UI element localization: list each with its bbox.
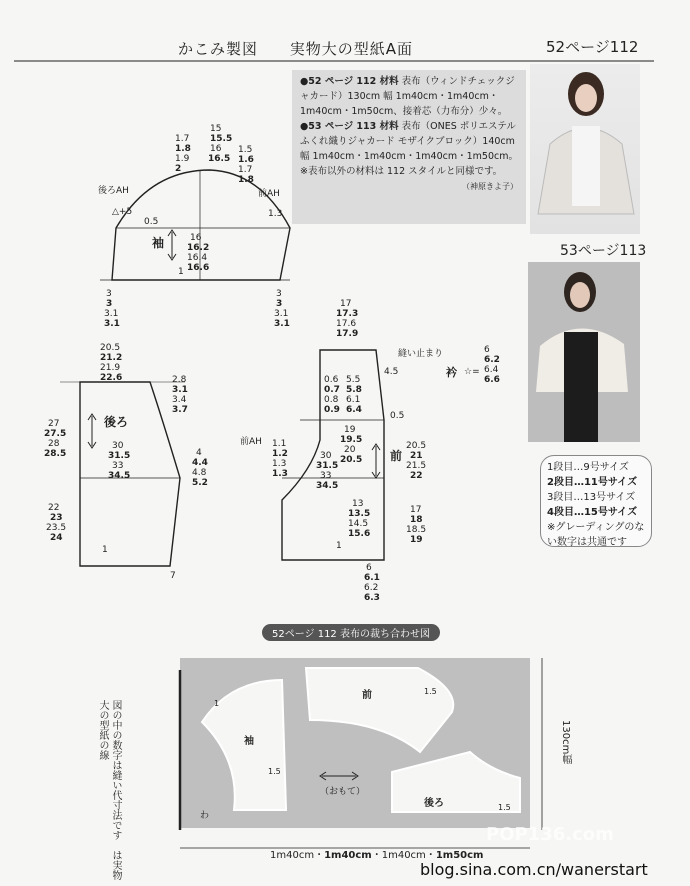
collar-size: 6 6.2 6.4 6.6 xyxy=(484,345,500,385)
cut-sleeve-label: 袖 xyxy=(244,736,254,747)
front-label: 前 xyxy=(390,449,403,463)
sleeve-cap: 15 15.5 16 16.5 xyxy=(208,124,233,164)
cut-seam-15c: 1.5 xyxy=(498,803,511,812)
sleeve-hem-left: 3 3 3.1 3.1 xyxy=(104,289,120,329)
front-inner: 0.6 0.7 0.8 0.9 xyxy=(324,375,340,415)
page-ref-53: 53ページ113 xyxy=(560,243,647,259)
cutting-layout xyxy=(180,658,542,848)
front-inner2: 5.5 5.8 6.1 6.4 xyxy=(346,375,362,415)
sleeve-left-cap: 1.7 1.8 1.9 2 xyxy=(175,134,191,174)
materials-52: ●52 ページ 112 材料 表布（ウィンドチェックジャカード）130cm 幅 1m40cm・1m40cm・1m40cm・1m50cm、接着芯（力布分）少々。 xyxy=(300,76,515,117)
front-top: 17 17.3 17.6 17.9 xyxy=(336,299,359,339)
back-lower: 22 23 23.5 24 xyxy=(46,503,67,543)
cutting-title: 52ページ 112 表布の裁ち合わせ図 xyxy=(262,624,440,641)
cut-seam-15a: 1.5 xyxy=(268,767,281,776)
footer-url: blog.sina.com.cn/wanerstart xyxy=(420,860,648,879)
front-bust: 30 31.5 33 34.5 xyxy=(316,451,339,491)
front-stitch: 縫い止まり xyxy=(398,349,444,359)
back-side: 4 4.4 4.8 5.2 xyxy=(192,448,208,488)
sleeve-05: 0.5 xyxy=(144,217,159,227)
sleeve-hem-right: 3 3 3.1 3.1 xyxy=(274,289,290,329)
sleeve-back-ah: 後ろAH xyxy=(98,186,129,196)
credit: （神原きよ子） xyxy=(462,182,518,191)
vertical-note: 図の中の数字は縫い代寸法です は実物大の型紙の線 xyxy=(97,700,121,880)
watermark: POP136.com xyxy=(486,824,614,845)
front-ah: 前AH xyxy=(240,437,262,447)
back-top: 20.5 21.2 21.9 22.6 xyxy=(100,343,123,383)
front-lower: 17 18 18.5 19 xyxy=(406,505,427,545)
collar-star: ☆= xyxy=(464,367,480,377)
materials-note: ※表布以外の材料は 112 スタイルと同様です。 xyxy=(300,166,503,177)
materials-53: ●53 ページ 113 材料 表布（ONES ポリエステル ふくれ織りジャカード モザイクブロック）140cm 幅 1m40cm・1m40cm・1m40cm・1m50cm。 xyxy=(300,121,518,162)
sleeve-13: 1.3 xyxy=(268,209,283,219)
front-bottom: 6 6.1 6.2 6.3 xyxy=(364,563,380,603)
sleeve-label: 袖 xyxy=(152,236,165,250)
sleeve-delta: △+5 xyxy=(112,207,133,217)
back-d1: 1 xyxy=(102,545,108,555)
size-row-1: 1段目…9号サイズ xyxy=(547,462,629,473)
front-d1: 1 xyxy=(336,541,342,551)
front-05: 0.5 xyxy=(390,411,405,421)
sleeve-right-cap: 1.5 1.6 1.7 1.8 xyxy=(238,145,254,185)
collar-label: 衿 xyxy=(446,366,457,379)
front-armhole: 1.1 1.2 1.3 1.3 xyxy=(272,439,288,479)
page-ref-52: 52ページ112 xyxy=(546,38,639,56)
cut-seam-15b: 1.5 xyxy=(424,687,437,696)
size-row-4: 4段目…15号サイズ xyxy=(547,507,638,518)
front-45: 4.5 xyxy=(384,367,399,377)
size-note: ※グレーディングのない数字は共通です xyxy=(547,522,645,548)
front-length: 20.5 21 21.5 22 xyxy=(406,441,427,481)
size-row-3: 3段目…13号サイズ xyxy=(547,492,636,503)
back-bust: 30 31.5 33 34.5 xyxy=(108,441,131,481)
sleeve-d1: 1 xyxy=(178,267,184,277)
back-label: 後ろ xyxy=(104,415,129,429)
cut-wa-label: わ xyxy=(200,811,210,821)
sleeve-front-ah: 前AH xyxy=(258,189,280,199)
sleeve-height: 16 16.2 16.4 16.6 xyxy=(187,233,210,273)
fabric-length: 1m40cm・1m40cm・1m40cm・1m50cm xyxy=(270,850,484,861)
title-right: 実物大の型紙A面 xyxy=(289,40,414,58)
cut-back-label: 後ろ xyxy=(424,798,444,809)
cut-face-label: （おもて） xyxy=(320,787,366,797)
size-row-2: 2段目…11号サイズ xyxy=(547,477,638,488)
front-hem: 13 13.5 14.5 15.6 xyxy=(348,499,371,539)
back-length: 27 27.5 28 28.5 xyxy=(44,419,67,459)
front-chest: 19 19.5 20 20.5 xyxy=(340,425,363,465)
back-neck: 2.8 3.1 3.4 3.7 xyxy=(172,375,188,415)
cut-front-label: 前 xyxy=(362,690,372,701)
fabric-width: 130cm幅 xyxy=(560,720,571,765)
title-left: かこみ製図 xyxy=(178,40,259,58)
back-d7: 7 xyxy=(170,571,176,581)
cut-seam-1a: 1 xyxy=(214,699,220,708)
